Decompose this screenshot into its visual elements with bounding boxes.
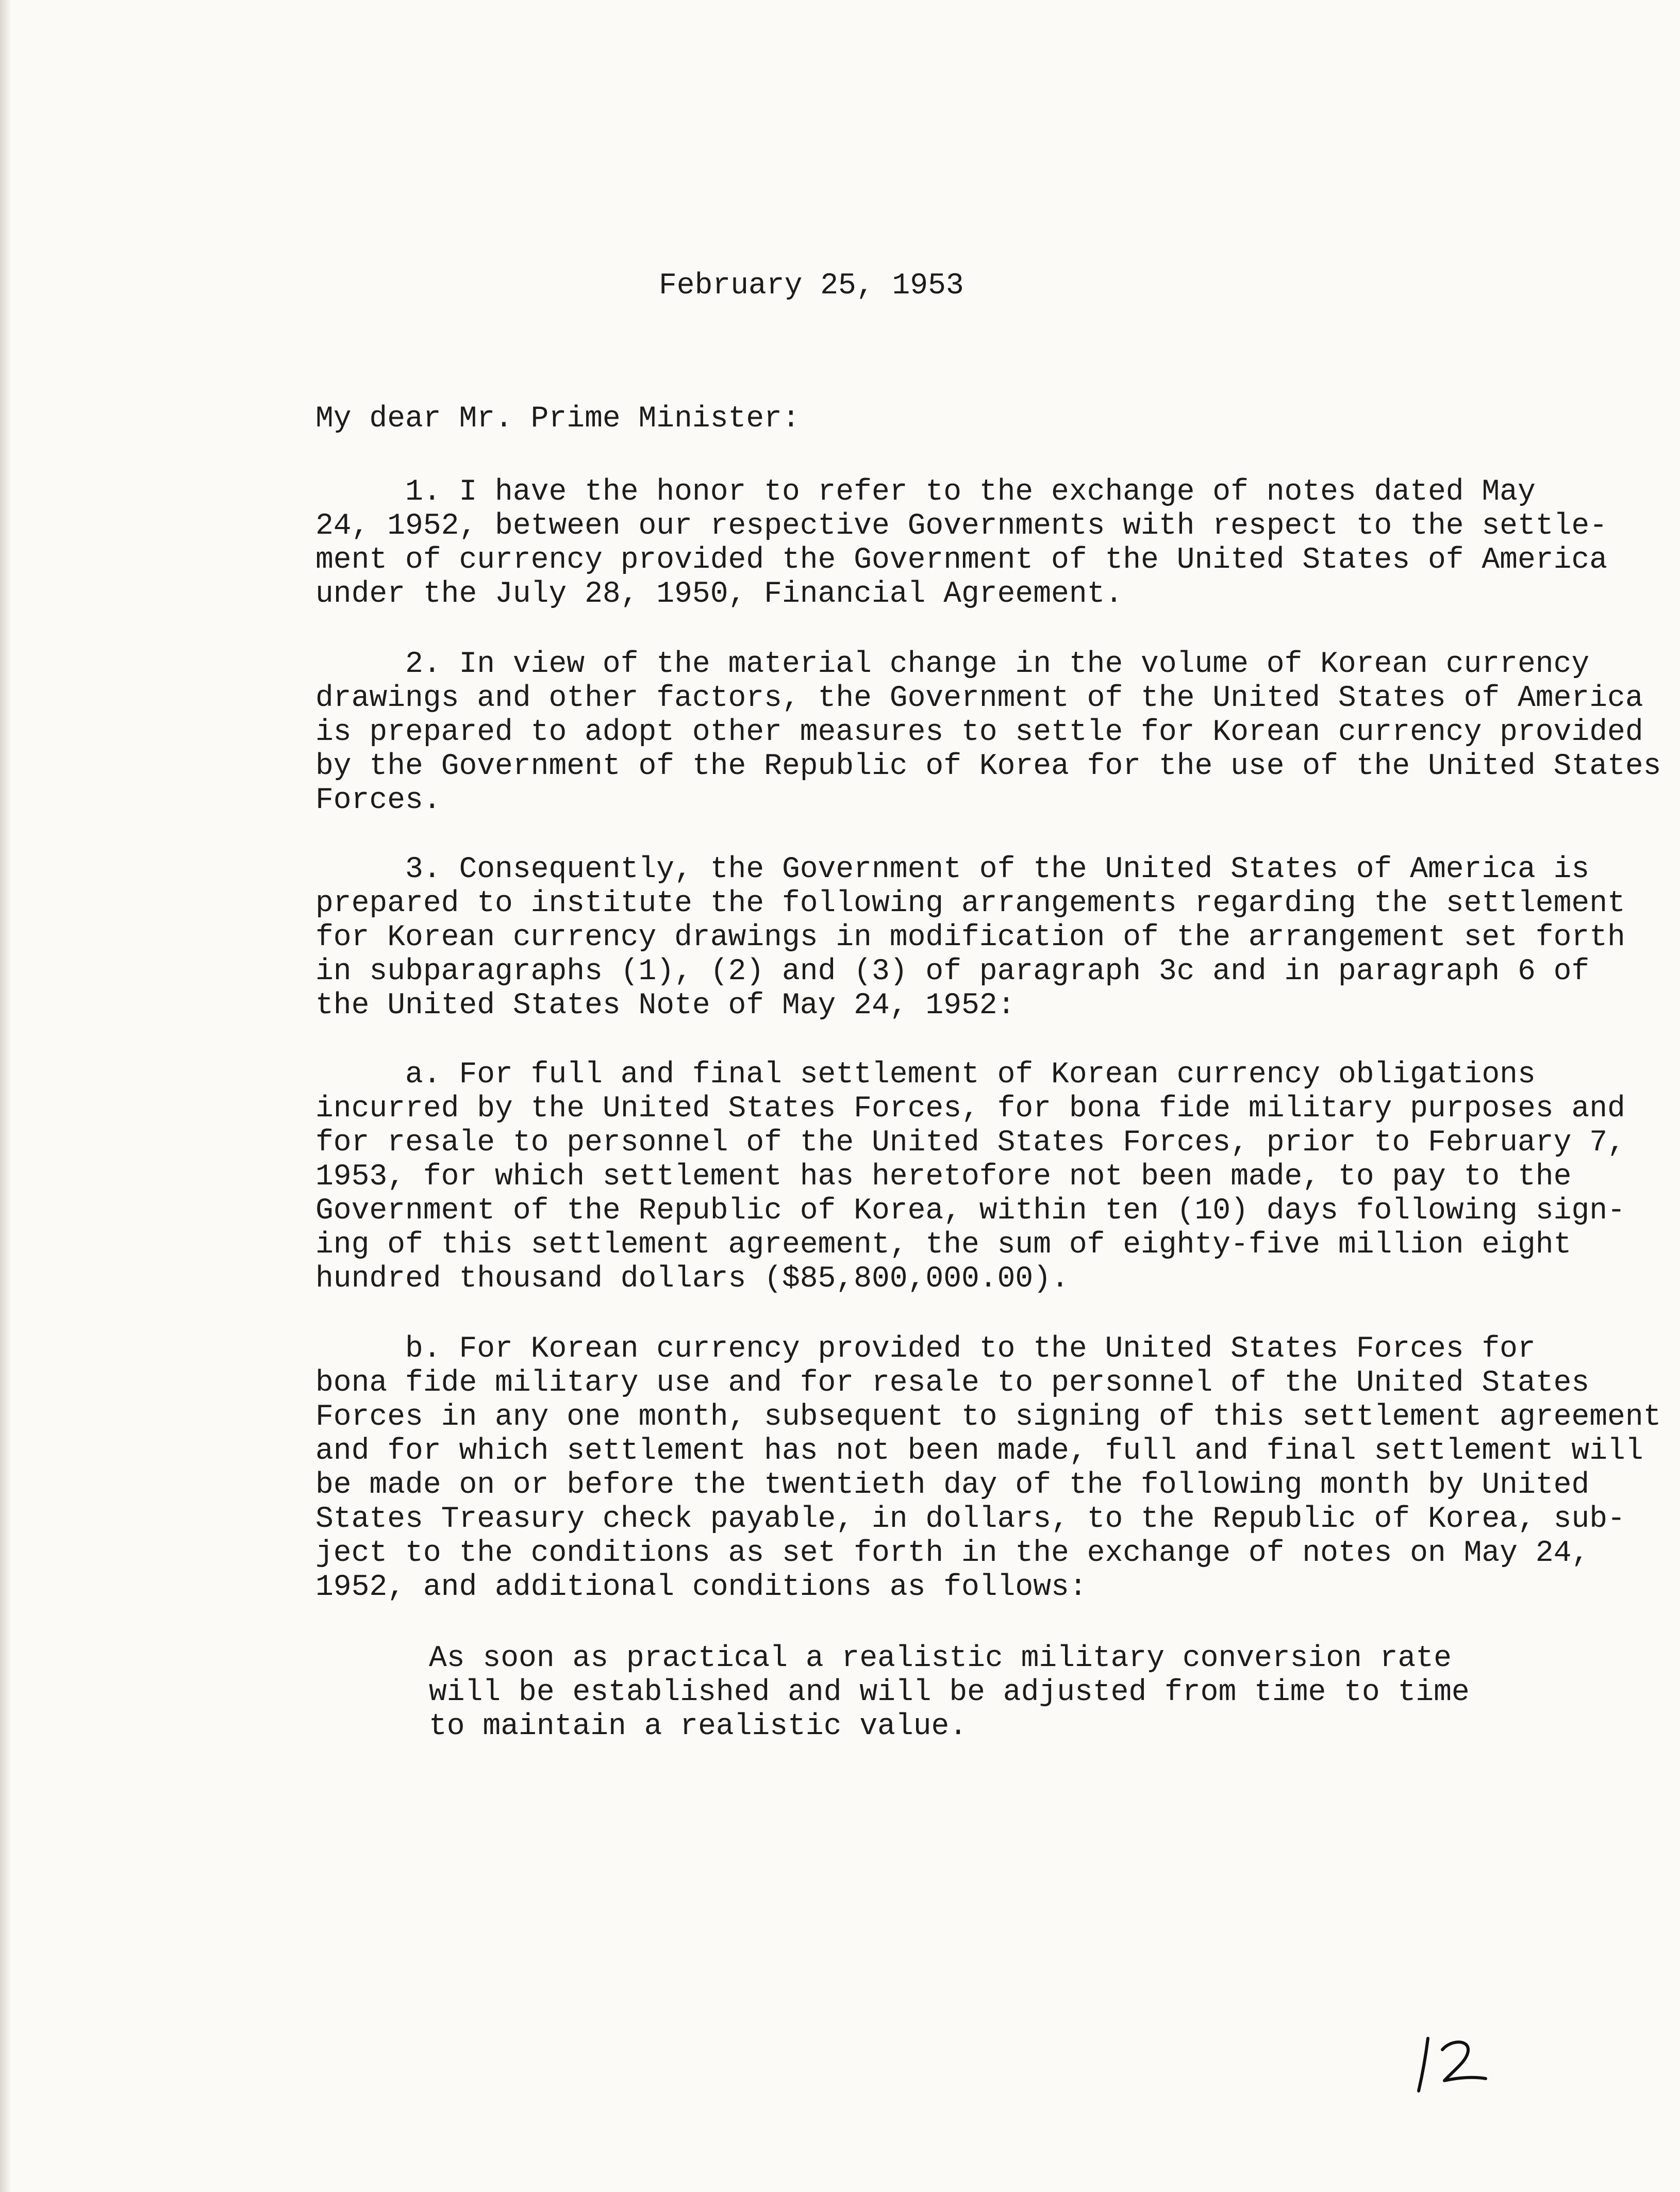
- paragraph-b: [315, 1332, 1661, 1605]
- paragraph-2-line: 2. In view of the material change in the volume of Korean currency: [315, 648, 1590, 681]
- paragraph-3-line: the United States Note of May 24, 1952:: [315, 989, 1016, 1023]
- paragraph-1: [315, 475, 1615, 612]
- paragraph-b-line: Forces in any one month, subsequent to signing of this settlement agreement: [315, 1400, 1661, 1434]
- paragraph-3-line: in subparagraphs (1), (2) and (3) of paragraph 3c and in paragraph 6 of: [315, 955, 1590, 988]
- paragraph-b-line: and for which settlement has not been made, full and final settlement will: [315, 1435, 1643, 1468]
- conversion-rate-condition: [429, 1642, 1470, 1744]
- paragraph-a-line: hundred thousand dollars ($85,800,000.00).: [315, 1262, 1069, 1296]
- paragraph-3: [315, 853, 1625, 1023]
- paragraph-b-line: b. For Korean currency provided to the United States Forces for: [315, 1332, 1536, 1366]
- paragraph-a-line: incurred by the United States Forces, for bona fide military purposes and: [315, 1092, 1625, 1126]
- paragraph-2-line: is prepared to adopt other measures to settle for Korean currency provided: [315, 716, 1643, 749]
- paragraph-a-line: Government of the Republic of Korea, within ten (10) days following sign-: [315, 1194, 1625, 1228]
- page-edge-shadow: [0, 0, 11, 2192]
- handwritten-mark-drawing: [1412, 2029, 1490, 2096]
- paragraph-b-line: bona fide military use and for resale to personnel of the United States: [315, 1366, 1590, 1400]
- paragraph-a-line: 1953, for which settlement has heretofore not been made, to pay to the: [315, 1160, 1572, 1194]
- handwritten-page-mark: [1412, 2029, 1490, 2096]
- paragraph-b-line: ject to the conditions as set forth in the exchange of notes on May 24,: [315, 1537, 1590, 1570]
- paragraph-2-line: drawings and other factors, the Government of the United States of America: [315, 682, 1643, 715]
- paragraph-a-line: for resale to personnel of the United States Forces, prior to February 7,: [315, 1126, 1625, 1160]
- condition-line: to maintain a realistic value.: [429, 1710, 968, 1743]
- paragraph-3-line: for Korean currency drawings in modification of the arrangement set forth: [315, 921, 1625, 954]
- paragraph-3-line: prepared to institute the following arrangements regarding the settlement: [315, 887, 1625, 920]
- paragraph-1-line: ment of currency provided the Government of the United States of America: [315, 543, 1608, 577]
- letter-date: February 25, 1953: [659, 269, 964, 303]
- condition-line: As soon as practical a realistic military conversion rate: [429, 1642, 1452, 1675]
- paragraph-a: [315, 1058, 1625, 1296]
- paragraph-2: [315, 648, 1661, 818]
- paragraph-1-line: 1. I have the honor to refer to the exchange of notes dated May: [315, 475, 1536, 509]
- paragraph-1-line: under the July 28, 1950, Financial Agreement.: [315, 578, 1123, 611]
- condition-line: will be established and will be adjusted from time to time: [429, 1676, 1470, 1709]
- paragraph-2-line: by the Government of the Republic of Korea for the use of the United States: [315, 750, 1661, 783]
- paragraph-b-line: 1952, and additional conditions as follows:: [315, 1571, 1087, 1604]
- paragraph-a-line: a. For full and final settlement of Korean currency obligations: [315, 1058, 1536, 1092]
- paragraph-3-line: 3. Consequently, the Government of the United States of America is: [315, 853, 1590, 886]
- paragraph-a-line: ing of this settlement agreement, the sum of eighty-five million eight: [315, 1228, 1572, 1262]
- letter-salutation: My dear Mr. Prime Minister:: [315, 402, 800, 436]
- paragraph-2-line: Forces.: [315, 784, 441, 817]
- paragraph-b-line: States Treasury check payable, in dollars, to the Republic of Korea, sub-: [315, 1503, 1625, 1536]
- paragraph-b-line: be made on or before the twentieth day of the following month by United: [315, 1469, 1590, 1502]
- paragraph-1-line: 24, 1952, between our respective Governments with respect to the settle-: [315, 509, 1608, 543]
